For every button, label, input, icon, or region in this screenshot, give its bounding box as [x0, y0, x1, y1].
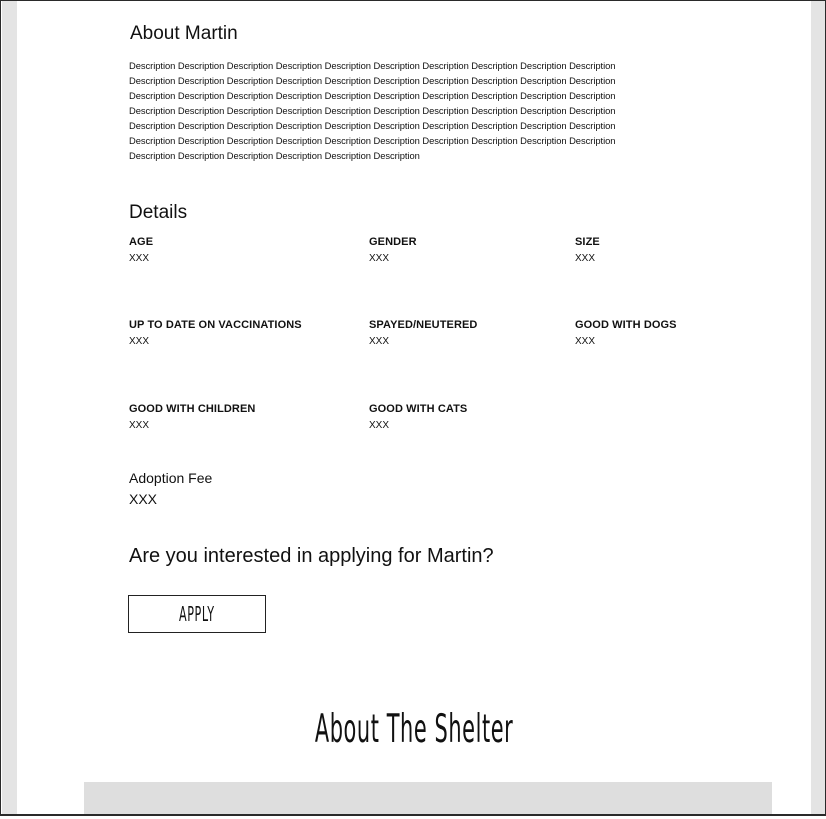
adoption-fee-value: XXX: [129, 491, 158, 507]
detail-label: GENDER: [369, 236, 417, 248]
apply-button[interactable]: [128, 595, 266, 633]
detail-good-with-children: [129, 402, 255, 432]
shelter-title-text: About The Shelter: [314, 707, 514, 752]
detail-value: XXX: [575, 336, 596, 347]
detail-value: XXX: [129, 336, 150, 347]
about-description: Description Description Description Description Description Description Description Description Description Description Description Description Description Description Description Description Description Description Description Description Description Description Description Description Description Description Description Description Description Description Description Description Description Description Description Description Description Description Description Description Description Description Description Description Description Description Description Description Description Description Description Description Description Description Description Description Description Description Description Description Description Description Description Description Description Description: [129, 60, 616, 161]
shelter-content-panel: [84, 782, 772, 816]
apply-button-label: APPLY: [179, 601, 215, 627]
shelter-title: [1, 709, 826, 750]
detail-value: XXX: [575, 253, 596, 264]
detail-good-with-dogs: [575, 318, 677, 348]
detail-age: [129, 235, 153, 265]
detail-label: GOOD WITH CHILDREN: [129, 403, 256, 415]
detail-label: GOOD WITH DOGS: [575, 319, 677, 331]
detail-value: XXX: [369, 336, 390, 347]
detail-label: UP TO DATE ON VACCINATIONS: [129, 319, 302, 331]
detail-value: XXX: [129, 420, 150, 431]
detail-label: GOOD WITH CATS: [369, 403, 468, 415]
left-scroll-rail: [2, 1, 17, 814]
detail-gender: [369, 235, 417, 265]
right-scroll-rail: [811, 1, 825, 814]
detail-label: SIZE: [575, 236, 600, 248]
detail-value: XXX: [129, 253, 150, 264]
detail-label: AGE: [129, 236, 154, 248]
detail-value: XXX: [369, 253, 390, 264]
detail-label: SPAYED/NEUTERED: [369, 319, 478, 331]
detail-size: [575, 235, 600, 265]
adoption-fee-label: Adoption Fee: [129, 470, 213, 486]
detail-good-with-cats: [369, 402, 467, 432]
detail-value: XXX: [369, 420, 390, 431]
detail-vaccinations: [129, 318, 302, 348]
detail-spayed-neutered: [369, 318, 477, 348]
apply-question: Are you interested in applying for Martin?: [129, 545, 494, 567]
about-title: About Martin: [130, 23, 238, 44]
details-title: Details: [129, 202, 188, 223]
